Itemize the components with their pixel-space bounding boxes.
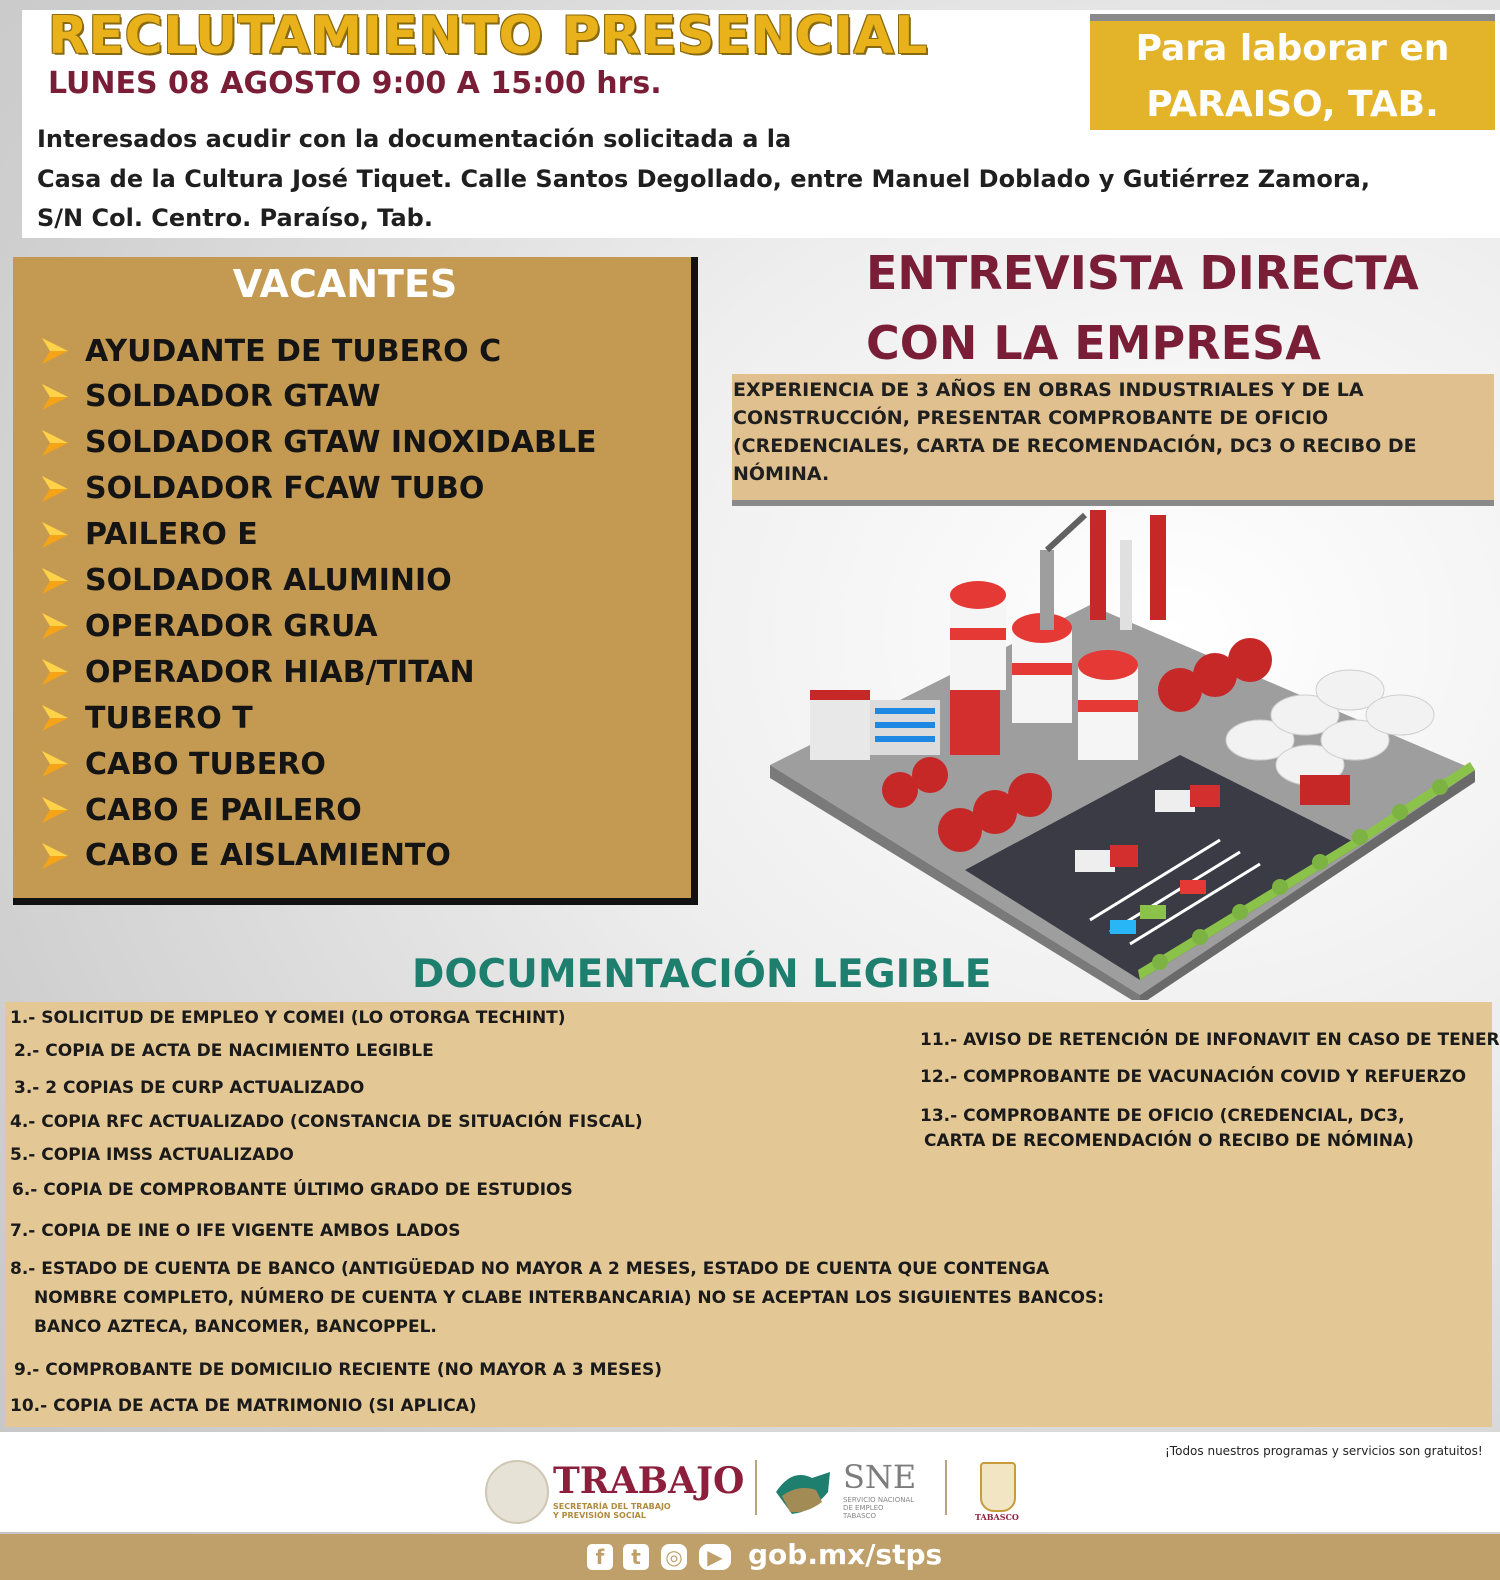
vacancy-label: CABO TUBERO <box>85 746 326 782</box>
tabasco-logo: TABASCO <box>975 1512 1019 1522</box>
document-item: 3.- 2 COPIAS DE CURP ACTUALIZADO <box>14 1078 365 1098</box>
free-services-note: ¡Todos nuestros programas y servicios son gratuitos! <box>1165 1444 1483 1458</box>
vacancy-label: OPERADOR HIAB/TITAN <box>85 654 475 690</box>
info-line-2: Casa de la Cultura José Tiquet. Calle Santos Degollado, entre Manuel Doblado y Gutiérrez Zamora, <box>37 165 1370 193</box>
vacancy-item <box>38 836 451 876</box>
document-item: 11.- AVISO DE RETENCIÓN DE INFONAVIT EN CASO DE TENER <box>920 1030 1500 1050</box>
chevron-right-icon <box>38 839 72 873</box>
chevron-right-icon <box>38 564 72 598</box>
document-item: CARTA DE RECOMENDACIÓN O RECIBO DE NÓMINA) <box>924 1131 1414 1151</box>
interview-title-line2: CON LA EMPRESA <box>866 316 1321 370</box>
document-item: 12.- COMPROBANTE DE VACUNACIÓN COVID Y REFUERZO <box>920 1067 1467 1087</box>
instagram-icon[interactable]: ◎ <box>661 1544 687 1570</box>
chevron-right-icon <box>38 426 72 460</box>
chevron-right-icon <box>38 472 72 506</box>
interview-title <box>866 238 1419 378</box>
document-item: 10.- COPIA DE ACTA DE MATRIMONIO (SI APLICA) <box>10 1396 477 1416</box>
document-item: BANCO AZTECA, BANCOMER, BANCOPPEL. <box>34 1317 437 1337</box>
document-item: 7.- COPIA DE INE O IFE VIGENTE AMBOS LADOS <box>10 1221 461 1241</box>
document-item: 1.- SOLICITUD DE EMPLEO Y COMEI (LO OTORGA TECHINT) <box>10 1008 566 1028</box>
trabajo-logo: TRABAJO <box>553 1460 745 1502</box>
vacancy-item <box>38 652 475 692</box>
vacancy-label: CABO E AISLAMIENTO <box>85 838 451 874</box>
vacancy-label: CABO E PAILERO <box>85 792 362 828</box>
document-item: 6.- COPIA DE COMPROBANTE ÚLTIMO GRADO DE ESTUDIOS <box>12 1180 573 1200</box>
page-title: RECLUTAMIENTO PRESENCIAL <box>48 6 928 66</box>
vacancy-item <box>38 469 484 509</box>
experience-line-2: CONSTRUCCIÓN, PRESENTAR COMPROBANTE DE OFICIO <box>733 407 1329 429</box>
vacancy-item <box>38 606 378 646</box>
facebook-icon[interactable]: f <box>587 1544 613 1570</box>
vacancy-label: TUBERO T <box>85 700 253 736</box>
chevron-right-icon <box>38 518 72 552</box>
sne-handshake-icon <box>772 1462 834 1522</box>
chevron-right-icon <box>38 609 72 643</box>
trabajo-sub-line1: SECRETARÍA DEL TRABAJO <box>553 1502 671 1511</box>
chevron-right-icon <box>38 655 72 689</box>
vacancy-label: SOLDADOR GTAW <box>85 379 381 415</box>
experience-line-1: EXPERIENCIA DE 3 AÑOS EN OBRAS INDUSTRIALES Y DE LA <box>733 379 1364 401</box>
vacancy-item <box>38 561 452 601</box>
vacancy-label: PAILERO E <box>85 517 258 553</box>
document-item: 8.- ESTADO DE CUENTA DE BANCO (ANTIGÜEDAD NO MAYOR A 2 MESES, ESTADO DE CUENTA QUE CONTENGA <box>10 1259 1050 1279</box>
vacancy-label: OPERADOR GRUA <box>85 608 378 644</box>
vacancy-label: SOLDADOR GTAW INOXIDABLE <box>85 425 597 461</box>
work-location-line2: PARAISO, TAB. <box>1146 84 1439 125</box>
sne-sub-line2: DE EMPLEO <box>843 1504 884 1512</box>
website-link[interactable]: gob.mx/stps <box>748 1538 943 1571</box>
vacancy-label: SOLDADOR FCAW TUBO <box>85 471 485 507</box>
document-item: 13.- COMPROBANTE DE OFICIO (CREDENCIAL, DC3, <box>920 1106 1405 1126</box>
industrial-plant-illustration <box>760 500 1485 1000</box>
sne-logo: SNE <box>843 1458 917 1496</box>
document-item: 5.- COPIA IMSS ACTUALIZADO <box>10 1145 294 1165</box>
logo-divider <box>755 1460 757 1515</box>
sne-sub-line1: SERVICIO NACIONAL <box>843 1496 915 1504</box>
experience-line-4: NÓMINA. <box>733 463 830 485</box>
chevron-right-icon <box>38 334 72 368</box>
document-item: NOMBRE COMPLETO, NÚMERO DE CUENTA Y CLABE INTERBANCARIA) NO SE ACEPTAN LOS SIGUIENTES BANCOS: <box>34 1288 1105 1308</box>
vacancy-item <box>38 423 597 463</box>
vacancy-item <box>38 744 326 784</box>
chevron-right-icon <box>38 701 72 735</box>
document-item: 9.- COMPROBANTE DE DOMICILIO RECIENTE (NO MAYOR A 3 MESES) <box>14 1360 663 1380</box>
trabajo-logo-subtitle <box>553 1502 671 1520</box>
youtube-icon[interactable]: ▶ <box>699 1544 731 1570</box>
work-location-line1: Para laborar en <box>1135 28 1450 69</box>
document-item: 2.- COPIA DE ACTA DE NACIMIENTO LEGIBLE <box>14 1041 434 1061</box>
chevron-right-icon <box>38 380 72 414</box>
sne-sub-line3: TABASCO <box>843 1512 876 1520</box>
work-location-badge <box>1090 14 1495 130</box>
vacancy-item <box>38 377 381 417</box>
vacancy-item <box>38 331 501 371</box>
document-item: 4.- COPIA RFC ACTUALIZADO (CONSTANCIA DE SITUACIÓN FISCAL) <box>10 1112 643 1132</box>
vacancy-label: SOLDADOR ALUMINIO <box>85 563 452 598</box>
vacancy-item <box>38 698 253 738</box>
event-date: LUNES 08 AGOSTO 9:00 A 15:00 hrs. <box>48 66 662 101</box>
chevron-right-icon <box>38 793 72 827</box>
vacancy-item <box>38 515 258 555</box>
twitter-icon[interactable]: t <box>623 1544 649 1570</box>
interview-title-line1: ENTREVISTA DIRECTA <box>866 246 1419 300</box>
vacancy-item <box>38 790 362 830</box>
trabajo-sub-line2: Y PREVISIÓN SOCIAL <box>553 1511 646 1520</box>
logo-divider <box>945 1460 947 1515</box>
info-line-1: Interesados acudir con la documentación solicitada a la <box>37 125 792 153</box>
vacancy-label: AYUDANTE DE TUBERO C <box>85 333 502 369</box>
tabasco-crest-icon <box>980 1462 1016 1512</box>
mexico-seal-icon <box>485 1460 549 1524</box>
vacancies-title: VACANTES <box>232 262 458 306</box>
info-line-3: S/N Col. Centro. Paraíso, Tab. <box>37 204 433 232</box>
experience-line-3: (CREDENCIALES, CARTA DE RECOMENDACIÓN, DC3 O RECIBO DE <box>733 435 1417 457</box>
sne-logo-subtitle <box>843 1496 914 1520</box>
experience-text <box>733 376 1491 488</box>
chevron-right-icon <box>38 747 72 781</box>
documents-title: DOCUMENTACIÓN LEGIBLE <box>412 952 992 997</box>
